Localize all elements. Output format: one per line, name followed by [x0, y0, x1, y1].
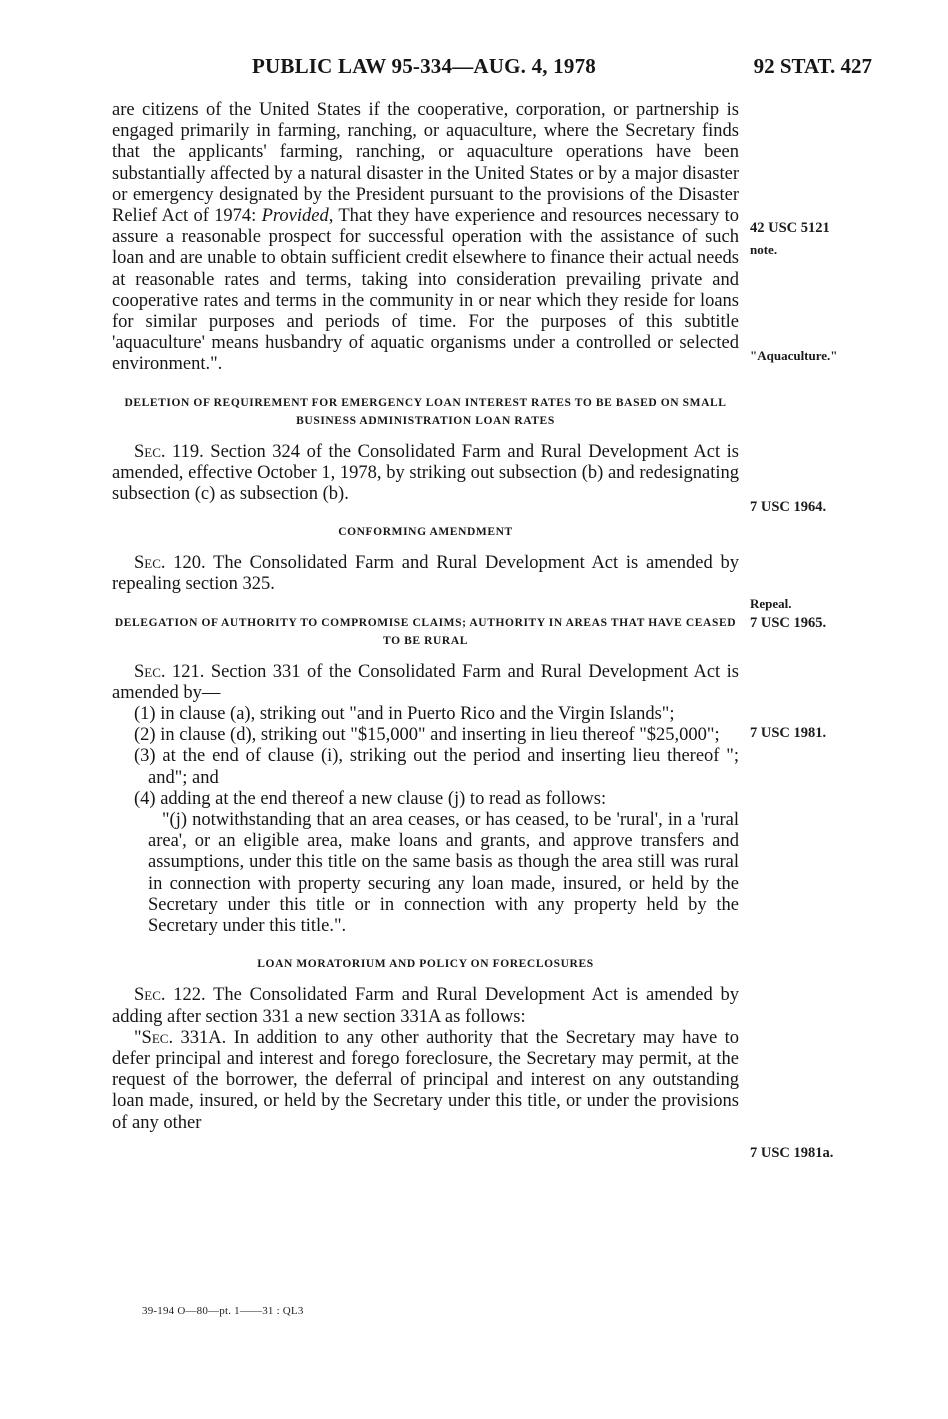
margin-note-aquaculture: "Aquaculture."	[750, 348, 838, 363]
margin-note-note: note.	[750, 242, 778, 257]
sec-119-paragraph: Sec. 119. Section 324 of the Consolidated Farm and Rural Development Act is amended, effective October 1, 1978, by striking out subsection (b) and redesignating subsection (c) as subsection (b).	[112, 441, 739, 505]
sec-121-paragraph: Sec. 121. Section 331 of the Consolidated Farm and Rural Development Act is amended by—	[112, 661, 739, 703]
provided-italic: Provided	[261, 206, 329, 227]
sec-331a-paragraph: "Sec. 331A. In addition to any other authority that the Secretary may have to defer principal and interest and forego foreclosure, the Secretary may permit, at the request of the borrower, the deferral of principal and interest on any outstanding loan made, insured, or held by the Secretary under this title, or under the provisions of any other	[112, 1027, 739, 1133]
running-title: PUBLIC LAW 95-334—AUG. 4, 1978	[252, 54, 596, 78]
statute-page-number: 92 STAT. 427	[753, 54, 872, 78]
margin-note-repeal: Repeal.	[750, 596, 792, 611]
sec-label: Sec. 121.	[134, 661, 205, 682]
sec-label: Sec. 122.	[134, 985, 206, 1006]
intro-paragraph: are citizens of the United States if the cooperative, corporation, or partnership is engaged primarily in farming, ranching, or aquaculture, where the Secretary finds that the applicants' farming, ranching, or aquaculture operations have been substantially affected by a natural disaster in the United States or by a major disaster or emergency designated by the President pursuant to the provisions of the Disaster Relief Act of 1974: Provided, That they have experience and resources necessary to assure a reasonable prospect for successful operation with the assistance of such loan and are unable to obtain sufficient credit elsewhere to finance their actual needs at reasonable rates and terms, taking into consideration prevailing private and cooperative rates and terms in the community in or near which they reside for loans for similar purposes and periods of time. For the purposes of this subtitle 'aquaculture' means husbandry of aquatic organisms under a controlled or selected environment.".	[112, 100, 739, 375]
margin-note-42-usc-5121: 42 USC 5121	[750, 220, 830, 236]
clause-1: (1) in clause (a), striking out "and in Puerto Rico and the Virgin Islands";	[134, 704, 675, 725]
body-text	[112, 100, 739, 1134]
clause-2: (2) in clause (d), striking out "$15,000" and inserting in lieu thereof "$25,000";	[134, 725, 720, 746]
sec-label: Sec. 119.	[134, 441, 204, 462]
sec-label: Sec. 120.	[134, 553, 206, 574]
sec-120-paragraph: Sec. 120. The Consolidated Farm and Rural Development Act is amended by repealing section 325.	[112, 553, 740, 595]
heading-sec-119: DELETION OF REQUIREMENT FOR EMERGENCY LOAN INTEREST RATES TO BE BASED ON SMALL BUSINESS ADMINISTRATION LOAN RATES	[124, 396, 727, 427]
footer-printing-code: 39-194 O—80—pt. 1——31 : QL3	[142, 1305, 304, 1317]
sec-label: "Sec. 331A.	[134, 1027, 227, 1048]
clause-j-quote: "(j) notwithstanding that an area ceases, or has ceased, to be 'rural', in a 'rural area', or an eligible area, make loans and grants, and approve transfers and assumptions, under this title on the same basis as though the area still was rural in connection with property securing any loan made, insured, or held by the Secretary under this title or in connection with any property held by the Secretary under this title.".	[148, 810, 739, 937]
margin-note-7-usc-1981a: 7 USC 1981a.	[750, 1145, 834, 1161]
heading-sec-120: CONFORMING AMENDMENT	[338, 526, 513, 539]
page-header	[0, 50, 948, 80]
heading-sec-121: DELEGATION OF AUTHORITY TO COMPROMISE CLAIMS; AUTHORITY IN AREAS THAT HAVE CEASED TO BE RURAL	[114, 616, 737, 647]
margin-note-7-usc-1981: 7 USC 1981.	[750, 725, 827, 741]
heading-sec-122: LOAN MORATORIUM AND POLICY ON FORECLOSURES	[257, 958, 594, 971]
sec-122-paragraph: Sec. 122. The Consolidated Farm and Rural Development Act is amended by adding after section 331 a new section 331A as follows:	[112, 985, 740, 1027]
margin-note-7-usc-1964: 7 USC 1964.	[750, 499, 827, 515]
clause-3: (3) at the end of clause (i), striking out the period and inserting lieu thereof "; and"; and	[134, 746, 739, 788]
margin-note-7-usc-1965: 7 USC 1965.	[750, 615, 827, 631]
clause-4: (4) adding at the end thereof a new clause (j) to read as follows:	[134, 788, 607, 809]
